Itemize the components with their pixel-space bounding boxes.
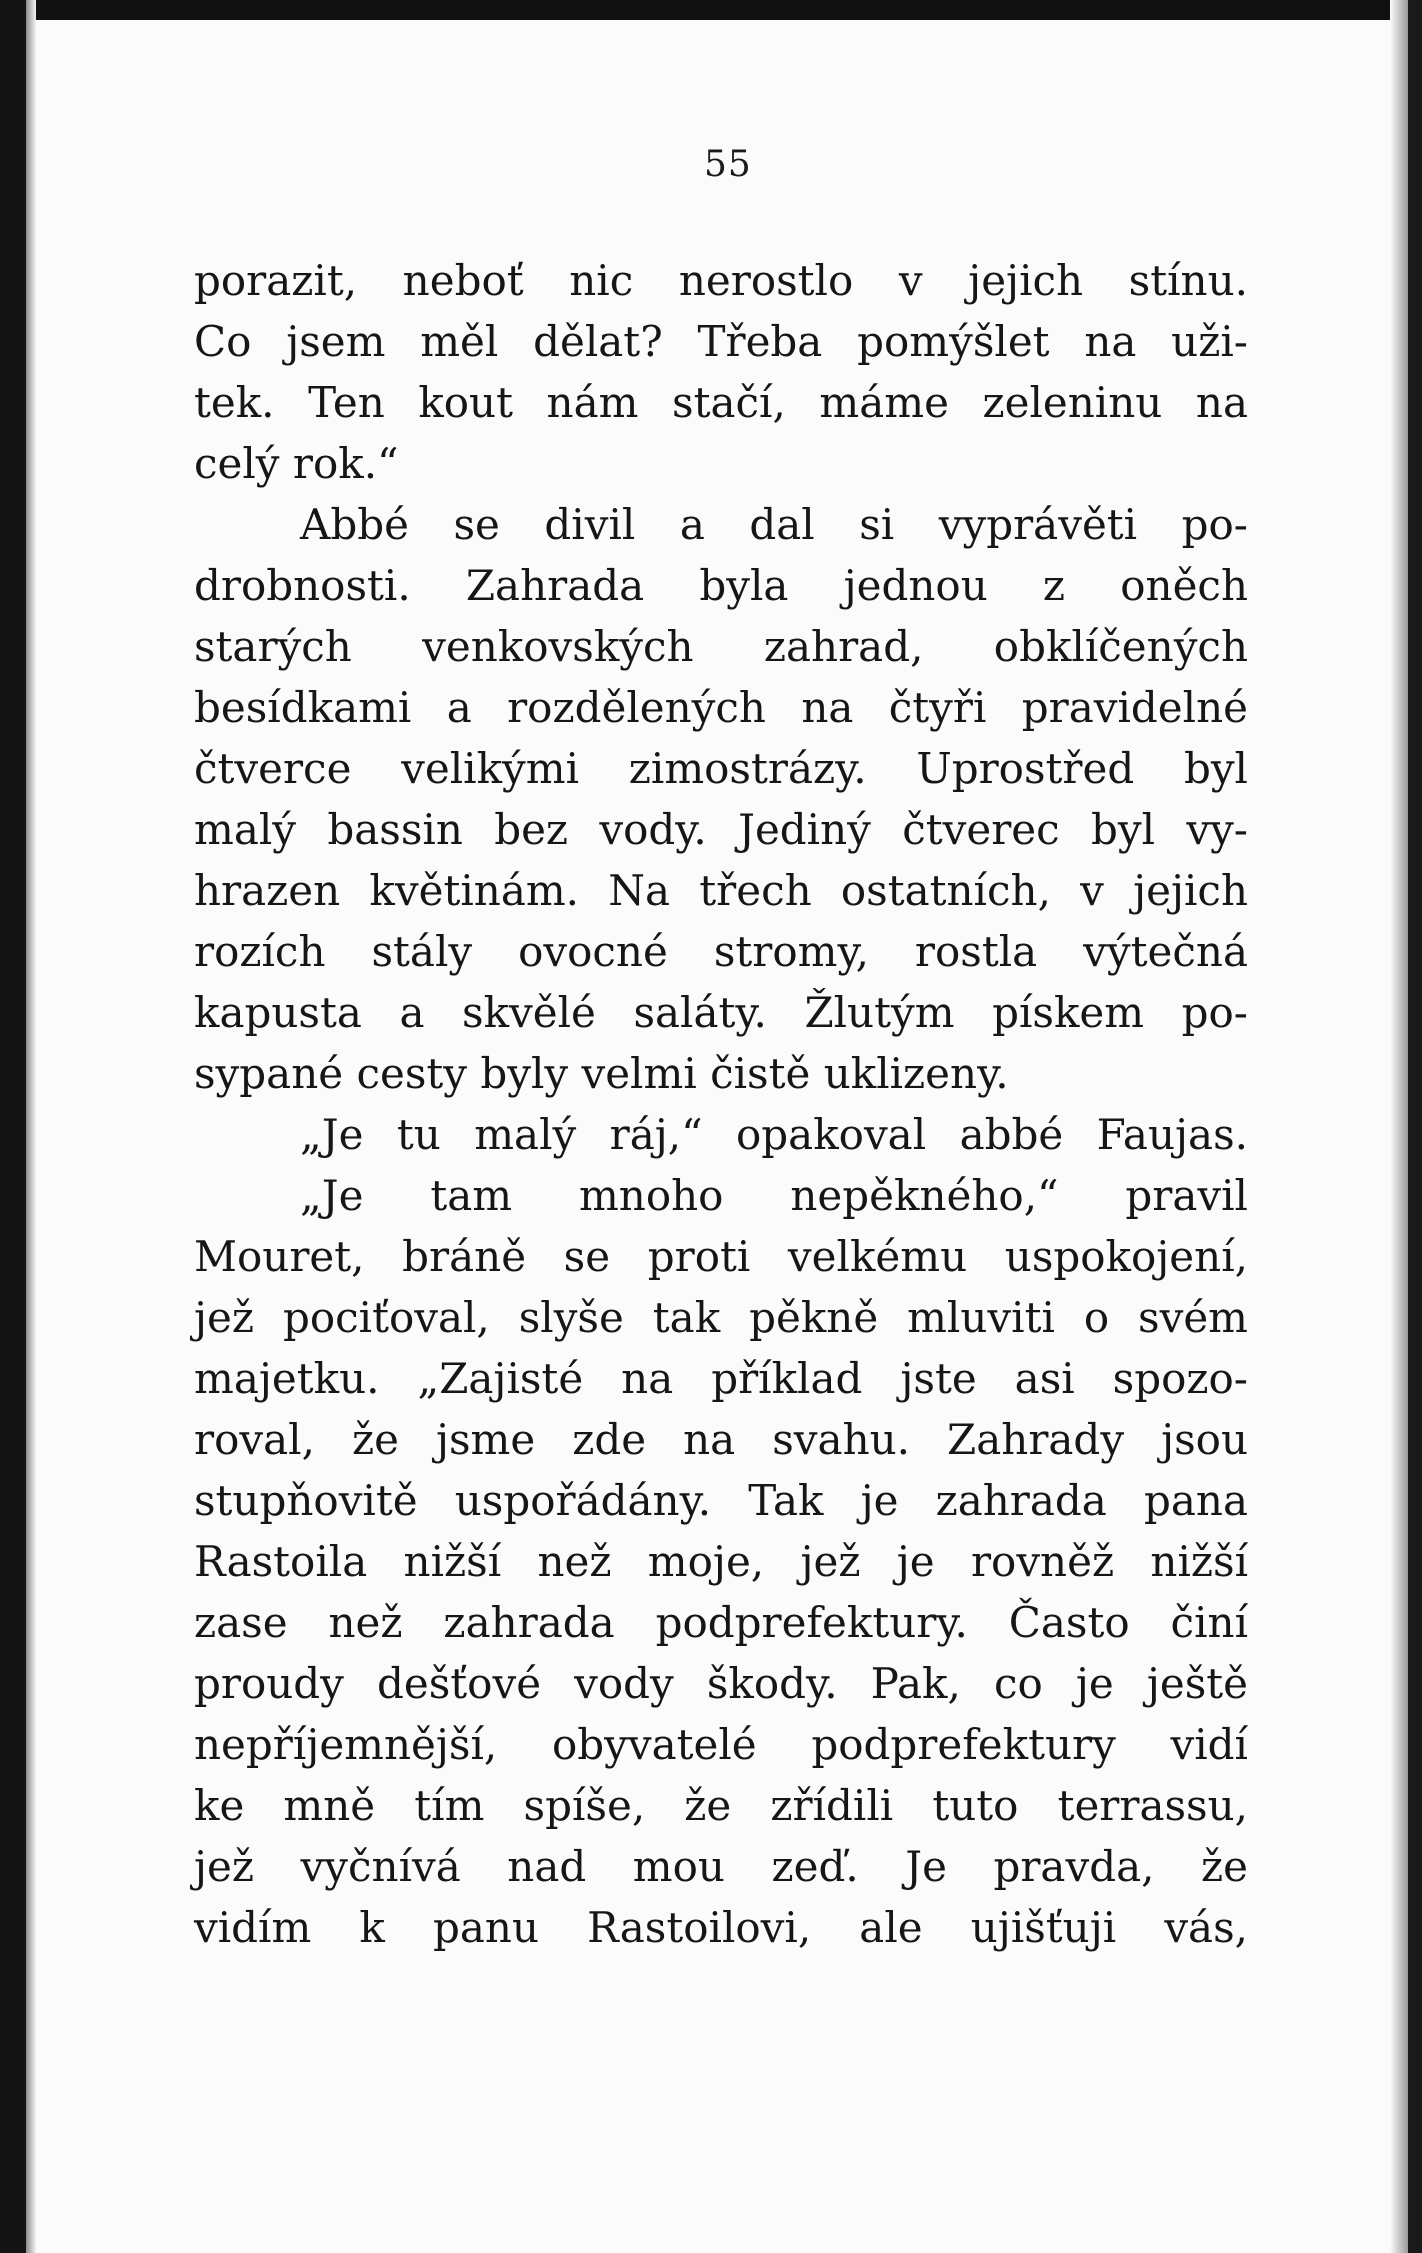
text-line: zase než zahrada podprefektury. Často činí [194, 1598, 1248, 1647]
text-line: vidím k panu Rastoilovi, ale ujišťuji vás, [194, 1903, 1248, 1952]
text-line: jež vyčnívá nad mou zeď. Je pravda, že [194, 1842, 1248, 1891]
text-line: „Je tam mnoho nepěkného,“ pravil [300, 1171, 1248, 1220]
page-number: 55 [704, 144, 752, 185]
text-line: malý bassin bez vody. Jediný čtverec byl vy- [194, 805, 1248, 854]
text-line: Co jsem měl dělat? Třeba pomýšlet na uži- [194, 317, 1248, 366]
scan-shadow-right [1390, 0, 1408, 2253]
scan-border-top [0, 0, 1422, 20]
body-text [194, 250, 1248, 1958]
text-line: ke mně tím spíše, že zřídili tuto terrassu, [194, 1781, 1248, 1830]
scan-border-left [0, 0, 26, 2253]
text-line: starých venkovských zahrad, obklíčených [194, 622, 1248, 671]
text-line: majetku. „Zajisté na příklad jste asi spozo- [194, 1354, 1248, 1403]
text-line: celý rok.“ [194, 439, 399, 488]
text-line: Abbé se divil a dal si vyprávěti po- [300, 500, 1248, 549]
text-line: porazit, neboť nic nerostlo v jejich stínu. [194, 256, 1248, 305]
text-line: rozích stály ovocné stromy, rostla výtečná [194, 927, 1248, 976]
text-line: proudy dešťové vody škody. Pak, co je ještě [194, 1659, 1248, 1708]
text-line: nepříjemnější, obyvatelé podprefektury vidí [194, 1720, 1248, 1769]
text-line: sypané cesty byly velmi čistě uklizeny. [194, 1049, 1009, 1098]
text-line: „Je tu malý ráj,“ opakoval abbé Faujas. [300, 1110, 1248, 1159]
text-line: stupňovitě uspořádány. Tak je zahrada pana [194, 1476, 1248, 1525]
text-line: besídkami a rozdělených na čtyři pravidelné [194, 683, 1248, 732]
text-line: roval, že jsme zde na svahu. Zahrady jsou [194, 1415, 1248, 1464]
text-line: drobnosti. Zahrada byla jednou z oněch [194, 561, 1248, 610]
scan-border-right [1408, 0, 1422, 2253]
text-line: tek. Ten kout nám stačí, máme zeleninu na [194, 378, 1248, 427]
text-line: hrazen květinám. Na třech ostatních, v jejich [194, 866, 1248, 915]
text-line: čtverce velikými zimostrázy. Uprostřed byl [194, 744, 1248, 793]
text-line: Rastoila nižší než moje, jež je rovněž nižší [194, 1537, 1248, 1586]
scan-shadow-left [26, 0, 36, 2253]
text-line: jež pociťoval, slyše tak pěkně mluviti o svém [194, 1293, 1248, 1342]
text-line: kapusta a skvělé saláty. Žlutým pískem po- [194, 988, 1248, 1037]
text-line: Mouret, bráně se proti velkému uspokojení, [194, 1232, 1248, 1281]
